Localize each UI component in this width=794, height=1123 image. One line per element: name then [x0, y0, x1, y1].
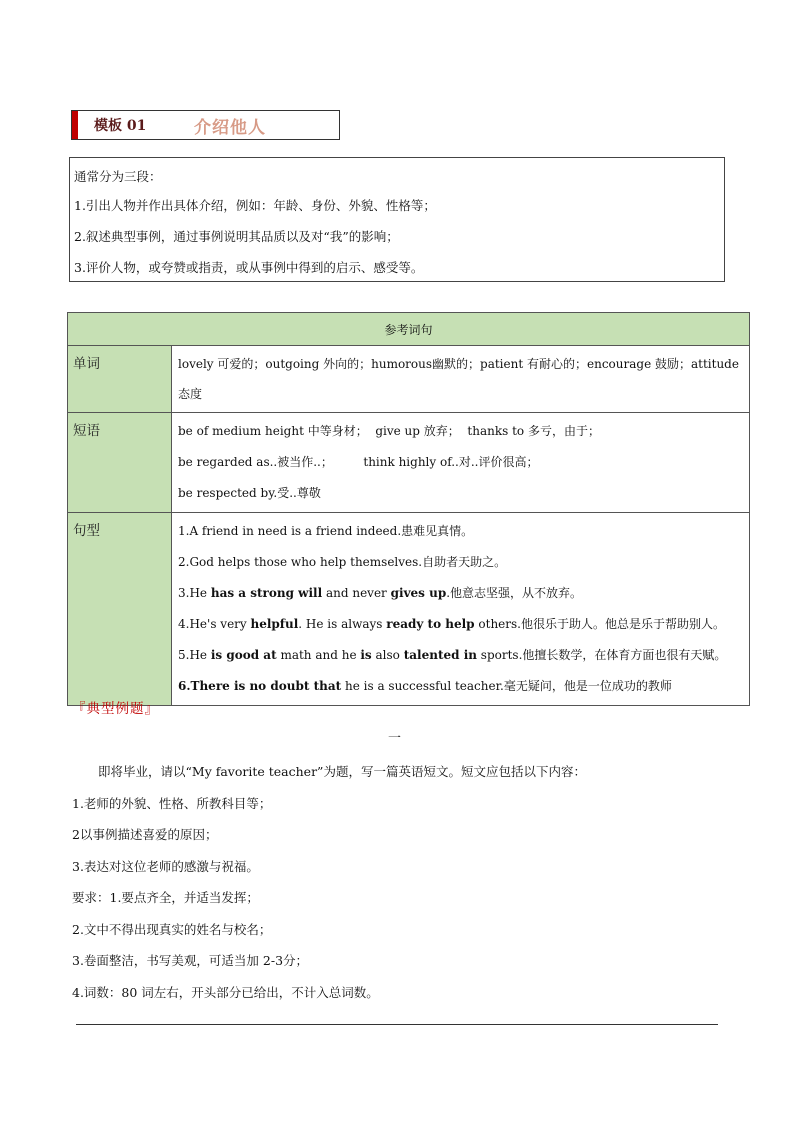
reference-table [67, 312, 750, 706]
sentence-3 [178, 578, 743, 609]
answer-line[interactable] [76, 1024, 718, 1025]
table-row [68, 346, 750, 413]
template-header [71, 110, 340, 140]
example-item: 1.老师的外貌、性格、所教科目等； [72, 795, 272, 811]
example-item: 3.表达对这位老师的感激与祝福。 [72, 858, 259, 874]
sentence-text: 4.He's very [178, 617, 251, 631]
sentences-cell [172, 513, 750, 706]
key-phrase: helpful [250, 617, 299, 631]
table-row [68, 413, 750, 513]
sentence-text: he is a successful teacher.毫无疑问，他是一位成功的教师 [341, 679, 672, 693]
sentence-text: . He is always [298, 617, 387, 631]
sentence-2: 2.God helps those who help themselves.自助者天助之。 [178, 555, 507, 569]
sentence-text: 5.He [178, 648, 211, 662]
accent-bar [72, 111, 78, 139]
row-label-words: 单词 [68, 346, 172, 413]
key-phrase: is [360, 648, 372, 662]
question-number: 一 [388, 731, 402, 746]
sentence-text: also [371, 648, 404, 662]
example-item: 3.卷面整洁，书写美观，可适当加 2-3分； [72, 953, 309, 968]
template-number: 模板 01 [94, 118, 147, 134]
sentence-text: sports.他擅长数学，在体育方面也很有天赋。 [476, 648, 727, 662]
sentence-4 [178, 609, 743, 640]
words-cell [172, 346, 750, 413]
example-heading: 『典型例题』 [72, 701, 159, 717]
example-prompt: 即将毕业，请以“My favorite teacher”为题，写一篇英语短文。短文应包括以下内容： [98, 764, 586, 779]
key-phrase: has a strong will [210, 586, 323, 600]
key-phrase: talented in [403, 648, 477, 662]
example-item: 4.词数：80 词左右，开头部分已给出，不计入总词数。 [72, 984, 379, 1000]
example-item: 要求：1.要点齐全，并适当发挥； [72, 890, 259, 905]
structure-step: 2.叙述典型事例，通过事例说明其品质以及对“我”的影响； [74, 229, 399, 244]
phrase-line: be respected by.受..尊敬 [178, 486, 321, 500]
structure-step: 3.评价人物，或夸赞或指责，或从事例中得到的启示、感受等。 [74, 260, 424, 275]
sentence-text: others.他很乐于助人。他总是乐于帮助别人。 [474, 617, 725, 631]
sentence-text: and never [322, 586, 391, 600]
sentence-text: 3.He [178, 586, 211, 600]
sentence-6 [178, 671, 743, 702]
example-item: 2.文中不得出现真实的姓名与校名； [72, 921, 272, 937]
row-label-sentences: 句型 [68, 513, 172, 706]
structure-box [69, 157, 725, 282]
phrases-cell [172, 413, 750, 513]
table-row [68, 513, 750, 706]
template-title: 介绍他人 [194, 117, 266, 138]
key-phrase: is good at [210, 648, 277, 662]
structure-step: 1.引出人物并作出具体介绍，例如：年龄、身份、外貌、性格等； [74, 198, 436, 213]
sentence-1: 1.A friend in need is a friend indeed.患难见真情。 [178, 524, 474, 538]
phrase-line: be regarded as..被当作..； think highly of..对..评价很高； [178, 455, 539, 469]
sentence-5 [178, 640, 743, 671]
example-body [72, 756, 722, 1008]
phrase-line: be of medium height 中等身材； give up 放弃； thanks to 多亏，由于； [178, 424, 600, 438]
example-item: 2以事例描述喜爱的原因； [72, 827, 218, 842]
sentence-text: math and he [276, 648, 361, 662]
sentence-text: .他意志坚强，从不放弃。 [446, 586, 583, 600]
key-phrase: gives up [390, 586, 447, 600]
words-text: lovely 可爱的；outgoing 外向的；humorous幽默的；patient 有耐心的；encourage 鼓励；attitude 态度 [178, 357, 739, 401]
reference-heading: 参考词句 [68, 313, 750, 346]
row-label-phrases: 短语 [68, 413, 172, 513]
key-phrase: ready to help [386, 617, 475, 631]
key-phrase: 6.There is no doubt that [178, 679, 342, 693]
structure-intro: 通常分为三段： [74, 169, 162, 184]
